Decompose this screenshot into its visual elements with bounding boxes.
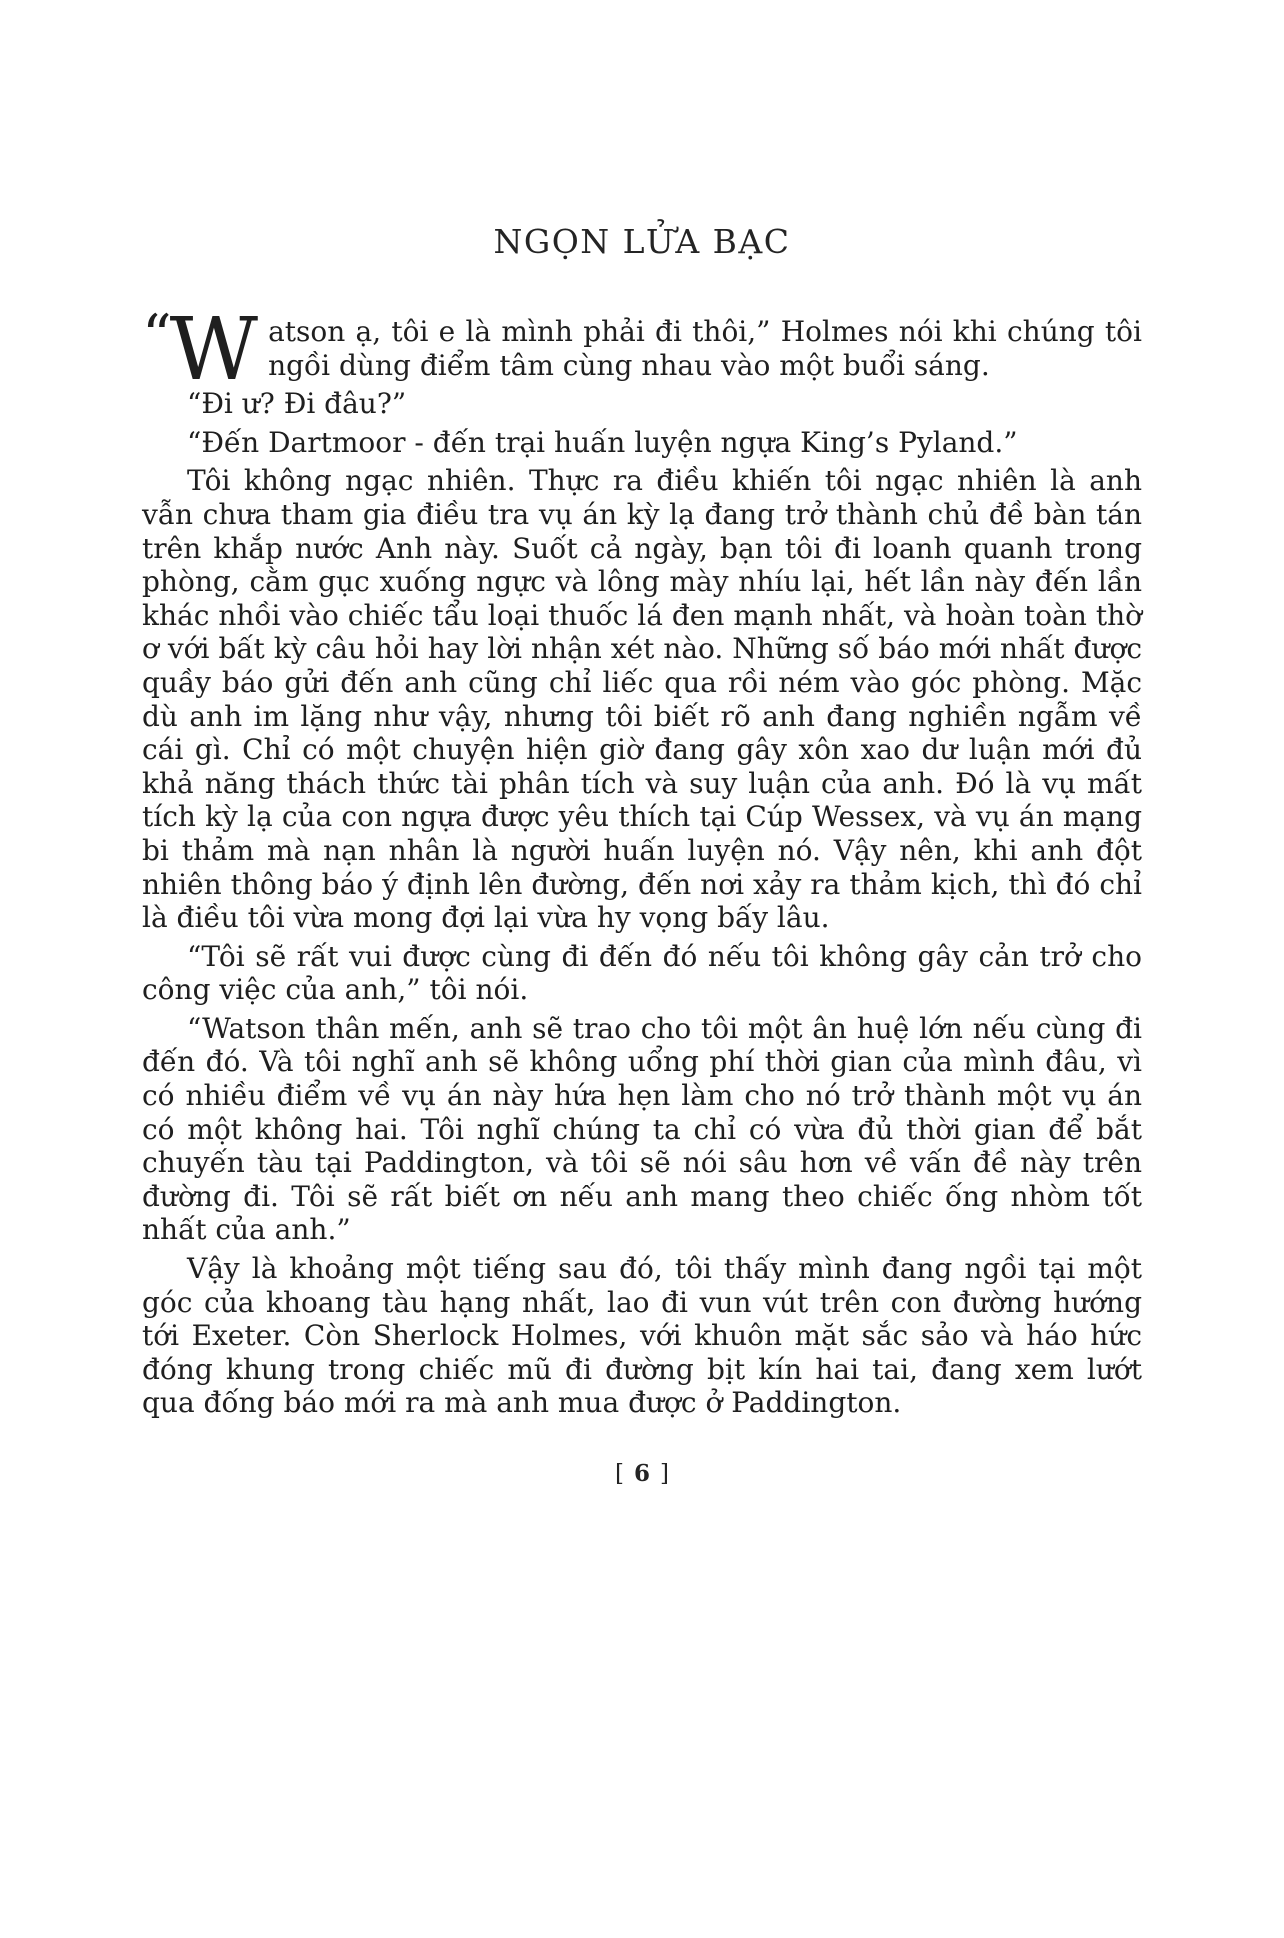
paragraph: Tôi không ngạc nhiên. Thực ra điều khiến tôi ngạc nhiên là anh vẫn chưa tham gia điều tra vụ án kỳ lạ đang trở thành chủ đề bàn tán trên khắp nước Anh này. Suốt cả ngày, bạn tôi đi loanh quanh trong phòng, cằm gục xuống ngực và lông mày nhíu lại, hết lần này đến lần khác nhồi vào chiếc tẩu loại thuốc lá đen mạnh nhất, và hoàn toàn thờ ơ với bất kỳ câu hỏi hay lời nhận xét nào. Những số báo mới nhất được quầy báo gửi đến anh cũng chỉ liếc qua rồi ném vào góc phòng. Mặc dù anh im lặng như vậy, nhưng tôi biết rõ anh đang nghiền ngẫm về cái gì. Chỉ có một chuyện hiện giờ đang gây xôn xao dư luận mới đủ khả năng thách thức tài phân tích và suy luận của anh. Đó là vụ mất tích kỳ lạ của con ngựa được yêu thích tại Cúp Wessex, và vụ án mạng bi thảm mà nạn nhân là người huấn luyện nó. Vậy nên, khi anh đột nhiên thông báo ý định lên đường, đến nơi xảy ra thảm kịch, thì đó chỉ là điều tôi vừa mong đợi lại vừa hy vọng bấy lâu.: [142, 464, 1142, 935]
dropcap-letter: W: [169, 300, 259, 400]
paragraph: Vậy là khoảng một tiếng sau đó, tôi thấy mình đang ngồi tại một góc của khoang tàu hạng nhất, lao đi vun vút trên con đường hướng tới Exeter. Còn Sherlock Holmes, với khuôn mặt sắc sảo và háo hức đóng khung trong chiếc mũ đi đường bịt kín hai tai, đang xem lướt qua đống báo mới ra mà anh mua được ở Paddington.: [142, 1252, 1142, 1420]
paragraph-opening: [142, 300, 1142, 400]
paragraph: “Watson thân mến, anh sẽ trao cho tôi một ân huệ lớn nếu cùng đi đến đó. Và tôi nghĩ anh sẽ không uổng phí thời gian của mình đâu, vì có nhiều điểm về vụ án này hứa hẹn làm cho nó trở thành một vụ án có một không hai. Tôi nghĩ chúng ta chỉ có vừa đủ thời gian để bắt chuyến tàu tại Paddington, và tôi sẽ nói sâu hơn về vấn đề này trên đường đi. Tôi sẽ rất biết ơn nếu anh mang theo chiếc ống nhòm tốt nhất của anh.”: [142, 1011, 1142, 1247]
dropcap-group: [142, 300, 259, 400]
page-number-bracket-left: [: [615, 1461, 624, 1487]
page-number: [142, 1460, 1142, 1487]
paragraph: “Đến Dartmoor - đến trại huấn luyện ngựa King’s Pyland.”: [187, 425, 1018, 459]
opening-quote-mark: “: [142, 302, 170, 370]
paragraph-text: atson ạ, tôi e là mình phải đi thôi,” Holmes nói khi chúng tôi ngồi dùng điểm tâm cùng nhau vào một buổi sáng.: [268, 315, 1142, 382]
page-number-bracket-right: ]: [660, 1461, 669, 1487]
chapter-title: NGỌN LỬA BẠC: [493, 222, 791, 261]
page-number-value: 6: [633, 1460, 650, 1487]
paragraph: “Tôi sẽ rất vui được cùng đi đến đó nếu tôi không gây cản trở cho công việc của anh,” tôi nói.: [142, 939, 1142, 1007]
body-text: [142, 300, 1142, 1420]
paragraph: “Đi ư? Đi đâu?”: [187, 387, 407, 421]
